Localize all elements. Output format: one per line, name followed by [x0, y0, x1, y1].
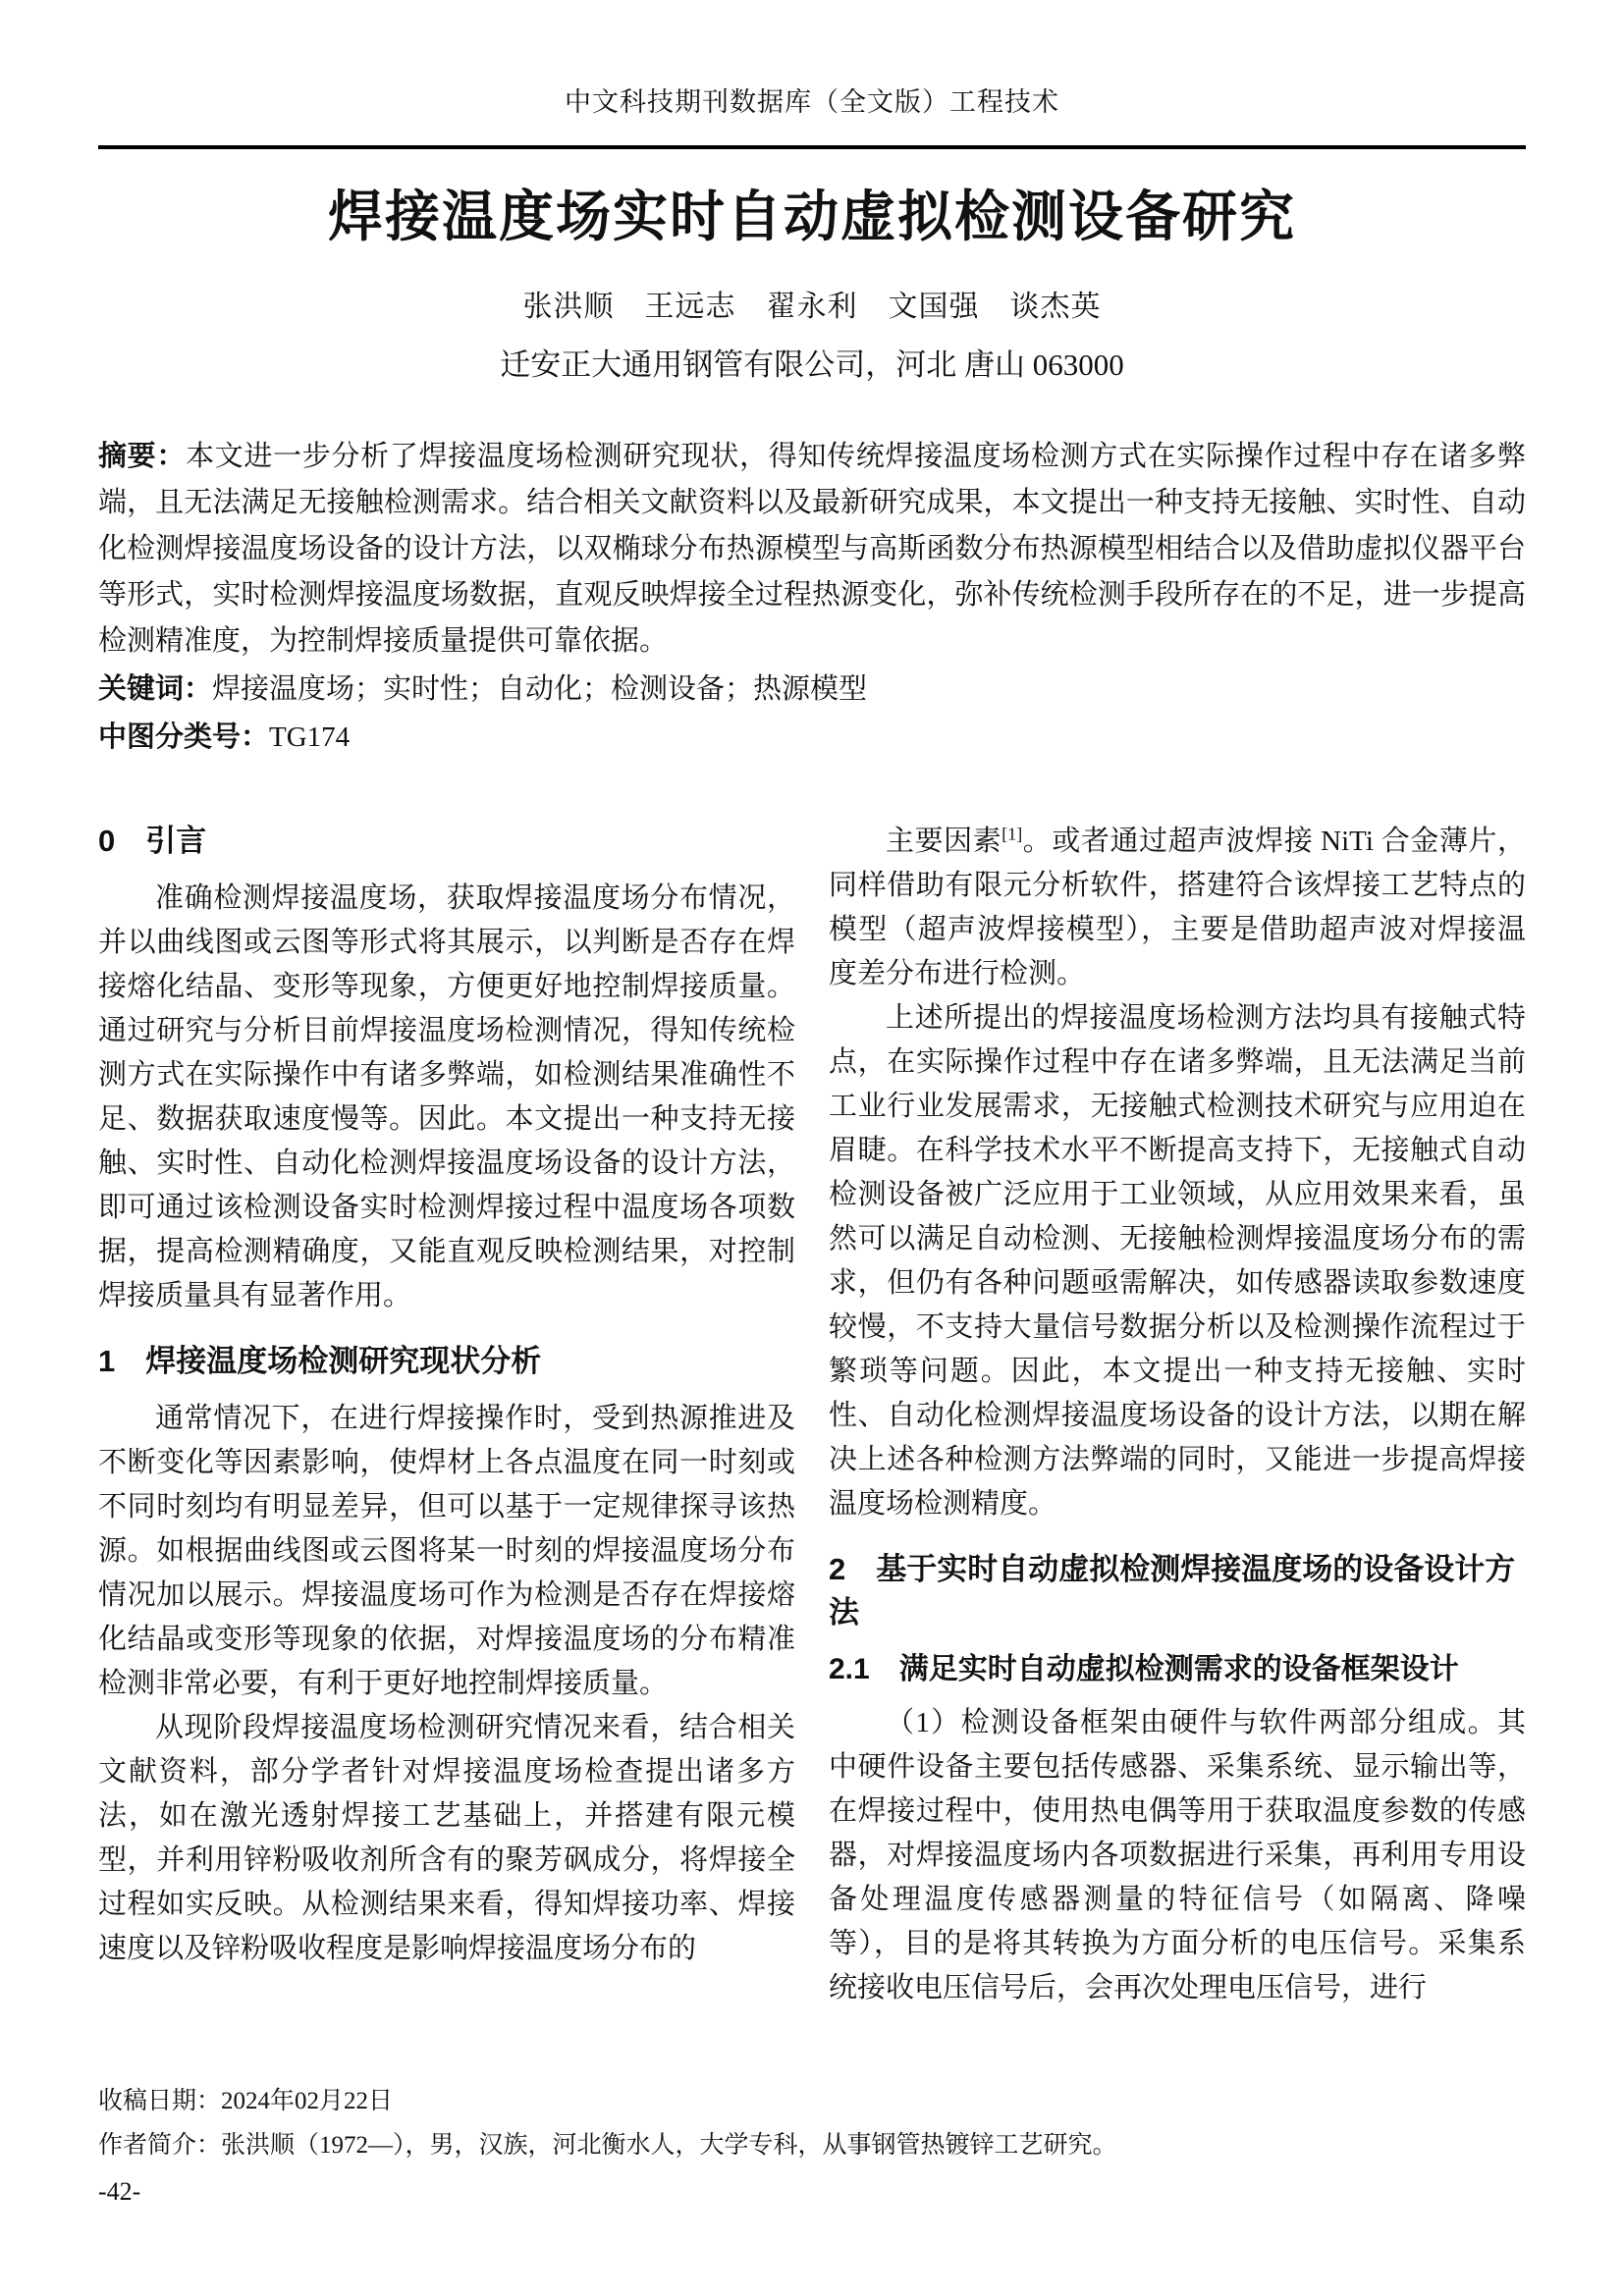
section-1-paragraph-1: 通常情况下，在进行焊接操作时，受到热源推进及不断变化等因素影响，使焊材上各点温度在同一时刻或不同时刻均有明显差异，但可以基于一定规律探寻该热源。如根据曲线图或云图将某一时刻的焊接温度场分布情况加以展示。焊接温度场可作为检测是否存在焊接熔化结晶或变形等现象的依据，对焊接温度场的分布精准检测非常必要，有利于更好地控制焊接质量。 [98, 1403, 795, 1699]
received-date-label: 收稿日期： [98, 2088, 222, 2114]
page-footer [98, 2079, 1526, 2214]
keywords-label: 关键词： [98, 673, 213, 705]
clc-paragraph [98, 715, 1526, 761]
abstract-label: 摘要： [98, 441, 187, 472]
keywords-paragraph [98, 667, 1526, 713]
front-matter [98, 434, 1526, 761]
section-1-paragraph-4: 上述所提出的焊接温度场检测方法均具有接触式特点，在实际操作过程中存在诸多弊端，且无法满足当前工业行业发展需求，无接触式检测技术研究与应用迫在眉睫。在科学技术水平不断提高支持下，无接触式自动检测设备被广泛应用于工业领域，从应用效果来看，虽然可以满足自动检测、无接触检测焊接温度场分布的需求，但仍有各种问题亟需解决，如传感器读取参数速度较慢，不支持大量信号数据分析以及检测操作流程过于繁琐等问题。因此，本文提出一种支持无接触、实时性、自动化检测焊接温度场设备的设计方法，以期在解决上述各种检测方法弊端的同时，又能进一步提高焊接温度场检测精度。 [829, 1002, 1526, 1520]
section-1-paragraph-2: 从现阶段焊接温度场检测研究情况来看，结合相关文献资料，部分学者针对焊接温度场检查提出诸多方法，如在激光透射焊接工艺基础上，并搭建有限元模型，并利用锌粉吸收剂所含有的聚芳砜成分，将焊接全过程如实反映。从检测结果来看，得知焊接功率、焊接速度以及锌粉吸收程度是影响焊接温度场分布的 [98, 1712, 795, 1964]
received-date-line [98, 2079, 1526, 2123]
section-2-1-heading: 2.1 满足实时自动虚拟检测需求的设备框架设计 [829, 1653, 1459, 1685]
two-column-body [98, 820, 1526, 2010]
section-1-paragraph-3 [829, 820, 1526, 996]
abstract-text: 本文进一步分析了焊接温度场检测研究现状，得知传统焊接温度场检测方式在实际操作过程中存在诸多弊端，且无法满足无接触检测需求。结合相关文献资料以及最新研究成果，本文提出一种支持无接触、实时性、自动化检测焊接温度场设备的设计方法，以双椭球分布热源模型与高斯函数分布热源模型相结合以及借助虚拟仪器平台等形式，实时检测焊接温度场数据，直观反映焊接全过程热源变化，弥补传统检测手段所存在的不足，进一步提高检测精准度，为控制焊接质量提供可靠依据。 [98, 441, 1526, 657]
author-list: 张洪顺 王远志 翟永利 文国强 谈杰英 [522, 291, 1102, 323]
section-0-paragraph-1: 准确检测焊接温度场，获取焊接温度场分布情况，并以曲线图或云图等形式将其展示，以判断是否存在焊接熔化结晶、变形等现象，方便更好地控制焊接质量。通过研究与分析目前焊接温度场检测情况，得知传统检测方式在实际操作中有诸多弊端，如检测结果准确性不足、数据获取速度慢等。因此。本文提出一种支持无接触、实时性、自动化检测焊接温度场设备的设计方法，即可通过该检测设备实时检测焊接过程中温度场各项数据，提高检测精确度，又能直观反映检测结果，对控制焊接质量具有显著作用。 [98, 882, 795, 1311]
paragraph-text-after-citation: 。或者通过超声波焊接 NiTi 合金薄片，同样借助有限元分析软件，搭建符合该焊接工艺特点的模型（超声波焊接模型），主要是借助超声波对焊接温度差分布进行检测。 [829, 826, 1526, 989]
clc-text: TG174 [269, 721, 351, 753]
author-bio-label: 作者简介： [98, 2132, 222, 2159]
right-column [829, 820, 1526, 2010]
header-divider [98, 145, 1526, 149]
section-0-heading: 0 引言 [98, 824, 207, 858]
clc-label: 中图分类号： [98, 721, 270, 753]
section-2-heading: 2 基于实时自动虚拟检测焊接温度场的设备设计方法 [829, 1552, 1516, 1629]
author-affiliation: 迁安正大通用钢管有限公司，河北 唐山 063000 [500, 347, 1124, 382]
author-bio-text: 张洪顺（1972—），男，汉族，河北衡水人，大学专科，从事钢管热镀锌工艺研究。 [221, 2132, 1117, 2159]
abstract-paragraph [98, 434, 1526, 665]
author-bio-line [98, 2123, 1526, 2167]
citation-marker: [1] [1001, 824, 1023, 844]
article-title: 焊接温度场实时自动虚拟检测设备研究 [328, 186, 1296, 247]
page-number: -42- [98, 2177, 141, 2206]
left-column [98, 820, 795, 2010]
keywords-text: 焊接温度场；实时性；自动化；检测设备；热源模型 [212, 673, 868, 705]
section-1-heading: 1 焊接温度场检测研究现状分析 [98, 1344, 542, 1378]
paragraph-text-before-citation: 主要因素 [886, 826, 1002, 857]
journal-header: 中文科技期刊数据库（全文版）工程技术 [565, 87, 1059, 117]
received-date-value: 2024年02月22日 [221, 2088, 394, 2114]
section-2-1-paragraph-1: （1）检测设备框架由硬件与软件两部分组成。其中硬件设备主要包括传感器、采集系统、显示输出等，在焊接过程中，使用热电偶等用于获取温度参数的传感器，对焊接温度场内各项数据进行采集，再利用专用设备处理温度传感器测量的特征信号（如隔离、降噪等），目的是将其转换为方面分析的电压信号。采集系统接收电压信号后，会再次处理电压信号，进行 [829, 1707, 1526, 2003]
